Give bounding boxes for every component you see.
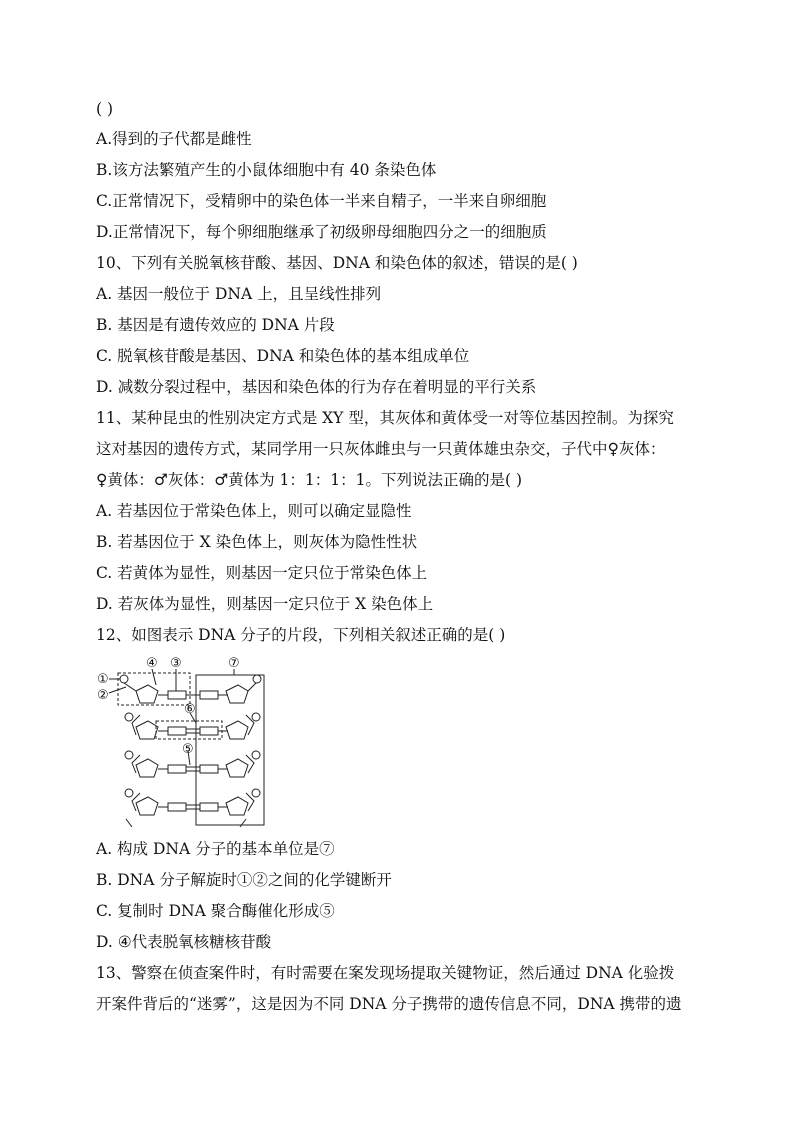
text-line: D.正常情况下，每个卵细胞继承了初级卵母细胞四分之一的细胞质 (96, 223, 547, 241)
text-line: C. 复制时 DNA 聚合酶催化形成⑤ (96, 902, 335, 920)
text-line: 开案件背后的“迷雾”，这是因为不同 DNA 分子携带的遗传信息不同，DNA 携带的遗 (96, 995, 682, 1013)
text-line: C.正常情况下，受精卵中的染色体一半来自精子，一半来自卵细胞 (96, 192, 547, 210)
text-line: A.得到的子代都是雌性 (96, 130, 252, 148)
text-line: D. ④代表脱氧核糖核苷酸 (96, 933, 272, 951)
text-line: A. 构成 DNA 分子的基本单位是⑦ (96, 840, 335, 858)
label-2: ② (97, 688, 109, 703)
text-line: ( ) (96, 100, 114, 118)
text-line: C. 脱氧核苷酸是基因、DNA 和染色体的基本组成单位 (96, 347, 470, 365)
text-line: B. 若基因位于 X 染色体上，则灰体为隐性性状 (96, 533, 418, 551)
label-5: ⑤ (182, 742, 194, 757)
question-13: 13、警察在侦查案件时，有时需要在案发现场提取关键物证，然后通过 DNA 化验拨 (96, 964, 675, 982)
text-line: B. 基因是有遗传效应的 DNA 片段 (96, 316, 335, 334)
text-line: 这对基因的遗传方式，某同学用一只灰体雌虫与一只黄体雄虫杂交，子代中♀灰体： (96, 440, 666, 458)
question-11: 11、某种昆虫的性别决定方式是 XY 型，其灰体和黄体受一对等位基因控制。为探究 (96, 409, 674, 427)
dna-fragment-diagram (96, 655, 276, 827)
text-line: ♀黄体：♂灰体：♂黄体为 1：1：1：1。下列说法正确的是( ) (96, 471, 523, 489)
label-6: ⑥ (184, 702, 196, 717)
text-line: D. 若灰体为显性，则基因一定只位于 X 染色体上 (96, 595, 434, 613)
label-4: ④ (146, 656, 158, 671)
text-line: B. DNA 分子解旋时①②之间的化学键断开 (96, 871, 392, 889)
text-line: A. 基因一般位于 DNA 上，且呈线性排列 (96, 285, 382, 303)
text-line: C. 若黄体为显性，则基因一定只位于常染色体上 (96, 564, 428, 582)
label-1: ① (97, 672, 109, 687)
question-10: 10、下列有关脱氧核苷酸、基因、DNA 和染色体的叙述，错误的是( ) (96, 254, 578, 272)
label-7: ⑦ (228, 656, 240, 671)
question-12: 12、如图表示 DNA 分子的片段，下列相关叙述正确的是( ) (96, 626, 506, 644)
text-line: D. 减数分裂过程中，基因和染色体的行为存在着明显的平行关系 (96, 378, 537, 396)
label-3: ③ (170, 656, 182, 671)
text-line: B.该方法繁殖产生的小鼠体细胞中有 40 条染色体 (96, 161, 437, 179)
text-line: A. 若基因位于常染色体上，则可以确定显隐性 (96, 502, 412, 520)
